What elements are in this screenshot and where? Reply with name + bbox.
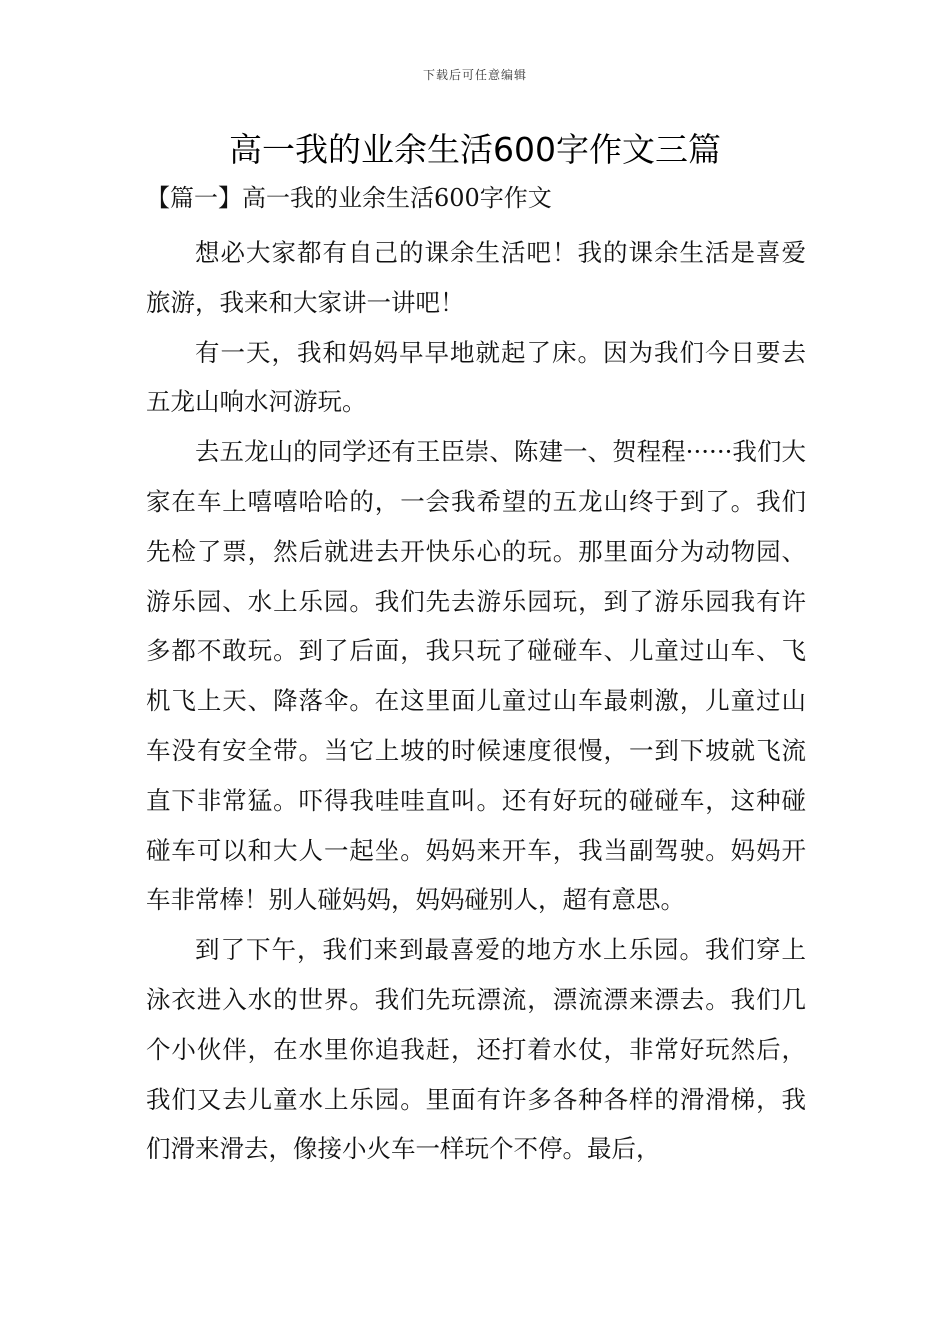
paragraph-4: 到了下午，我们来到最喜爱的地方水上乐园。我们穿上泳衣进入水的世界。我们先玩漂流，漂流漂来漂去。我们几个小伙伴，在水里你追我赶，还打着水仗，非常好玩然后，我们又去儿童水上乐园。里面有许多各种各样的滑滑梯，我们滑来滑去，像接小火车一样玩个不停。最后， [146,935,806,1164]
body-text [146,228,806,1174]
section-heading: 【篇一】高一我的业余生活600字作文 [146,184,552,212]
document-title: 高一我的业余生活600字作文三篇 [229,130,721,169]
paragraph-3: 去五龙山的同学还有王臣崇、陈建一、贺程程······我们大家在车上嘻嘻哈哈的，一会我希望的五龙山终于到了。我们先检了票，然后就进去开快乐心的玩。那里面分为动物园、游乐园、水上乐园。我们先去游乐园玩，到了游乐园我有许多都不敢玩。到了后面，我只玩了碰碰车、儿童过山车、飞机飞上天、降落伞。在这里面儿童过山车最刺激，儿童过山车没有安全带。当它上坡的时候速度很慢，一到下坡就飞流直下非常猛。吓得我哇哇直叫。还有好玩的碰碰车，这种碰碰车可以和大人一起坐。妈妈来开车，我当副驾驶。妈妈开车非常棒！别人碰妈妈，妈妈碰别人，超有意思。 [146,437,806,915]
paragraph-1: 想必大家都有自己的课余生活吧！我的课余生活是喜爱旅游，我来和大家讲一讲吧！ [146,238,806,317]
header-note: 下载后可任意编辑 [422,68,527,82]
paragraph-2: 有一天，我和妈妈早早地就起了床。因为我们今日要去五龙山响水河游玩。 [146,337,806,417]
